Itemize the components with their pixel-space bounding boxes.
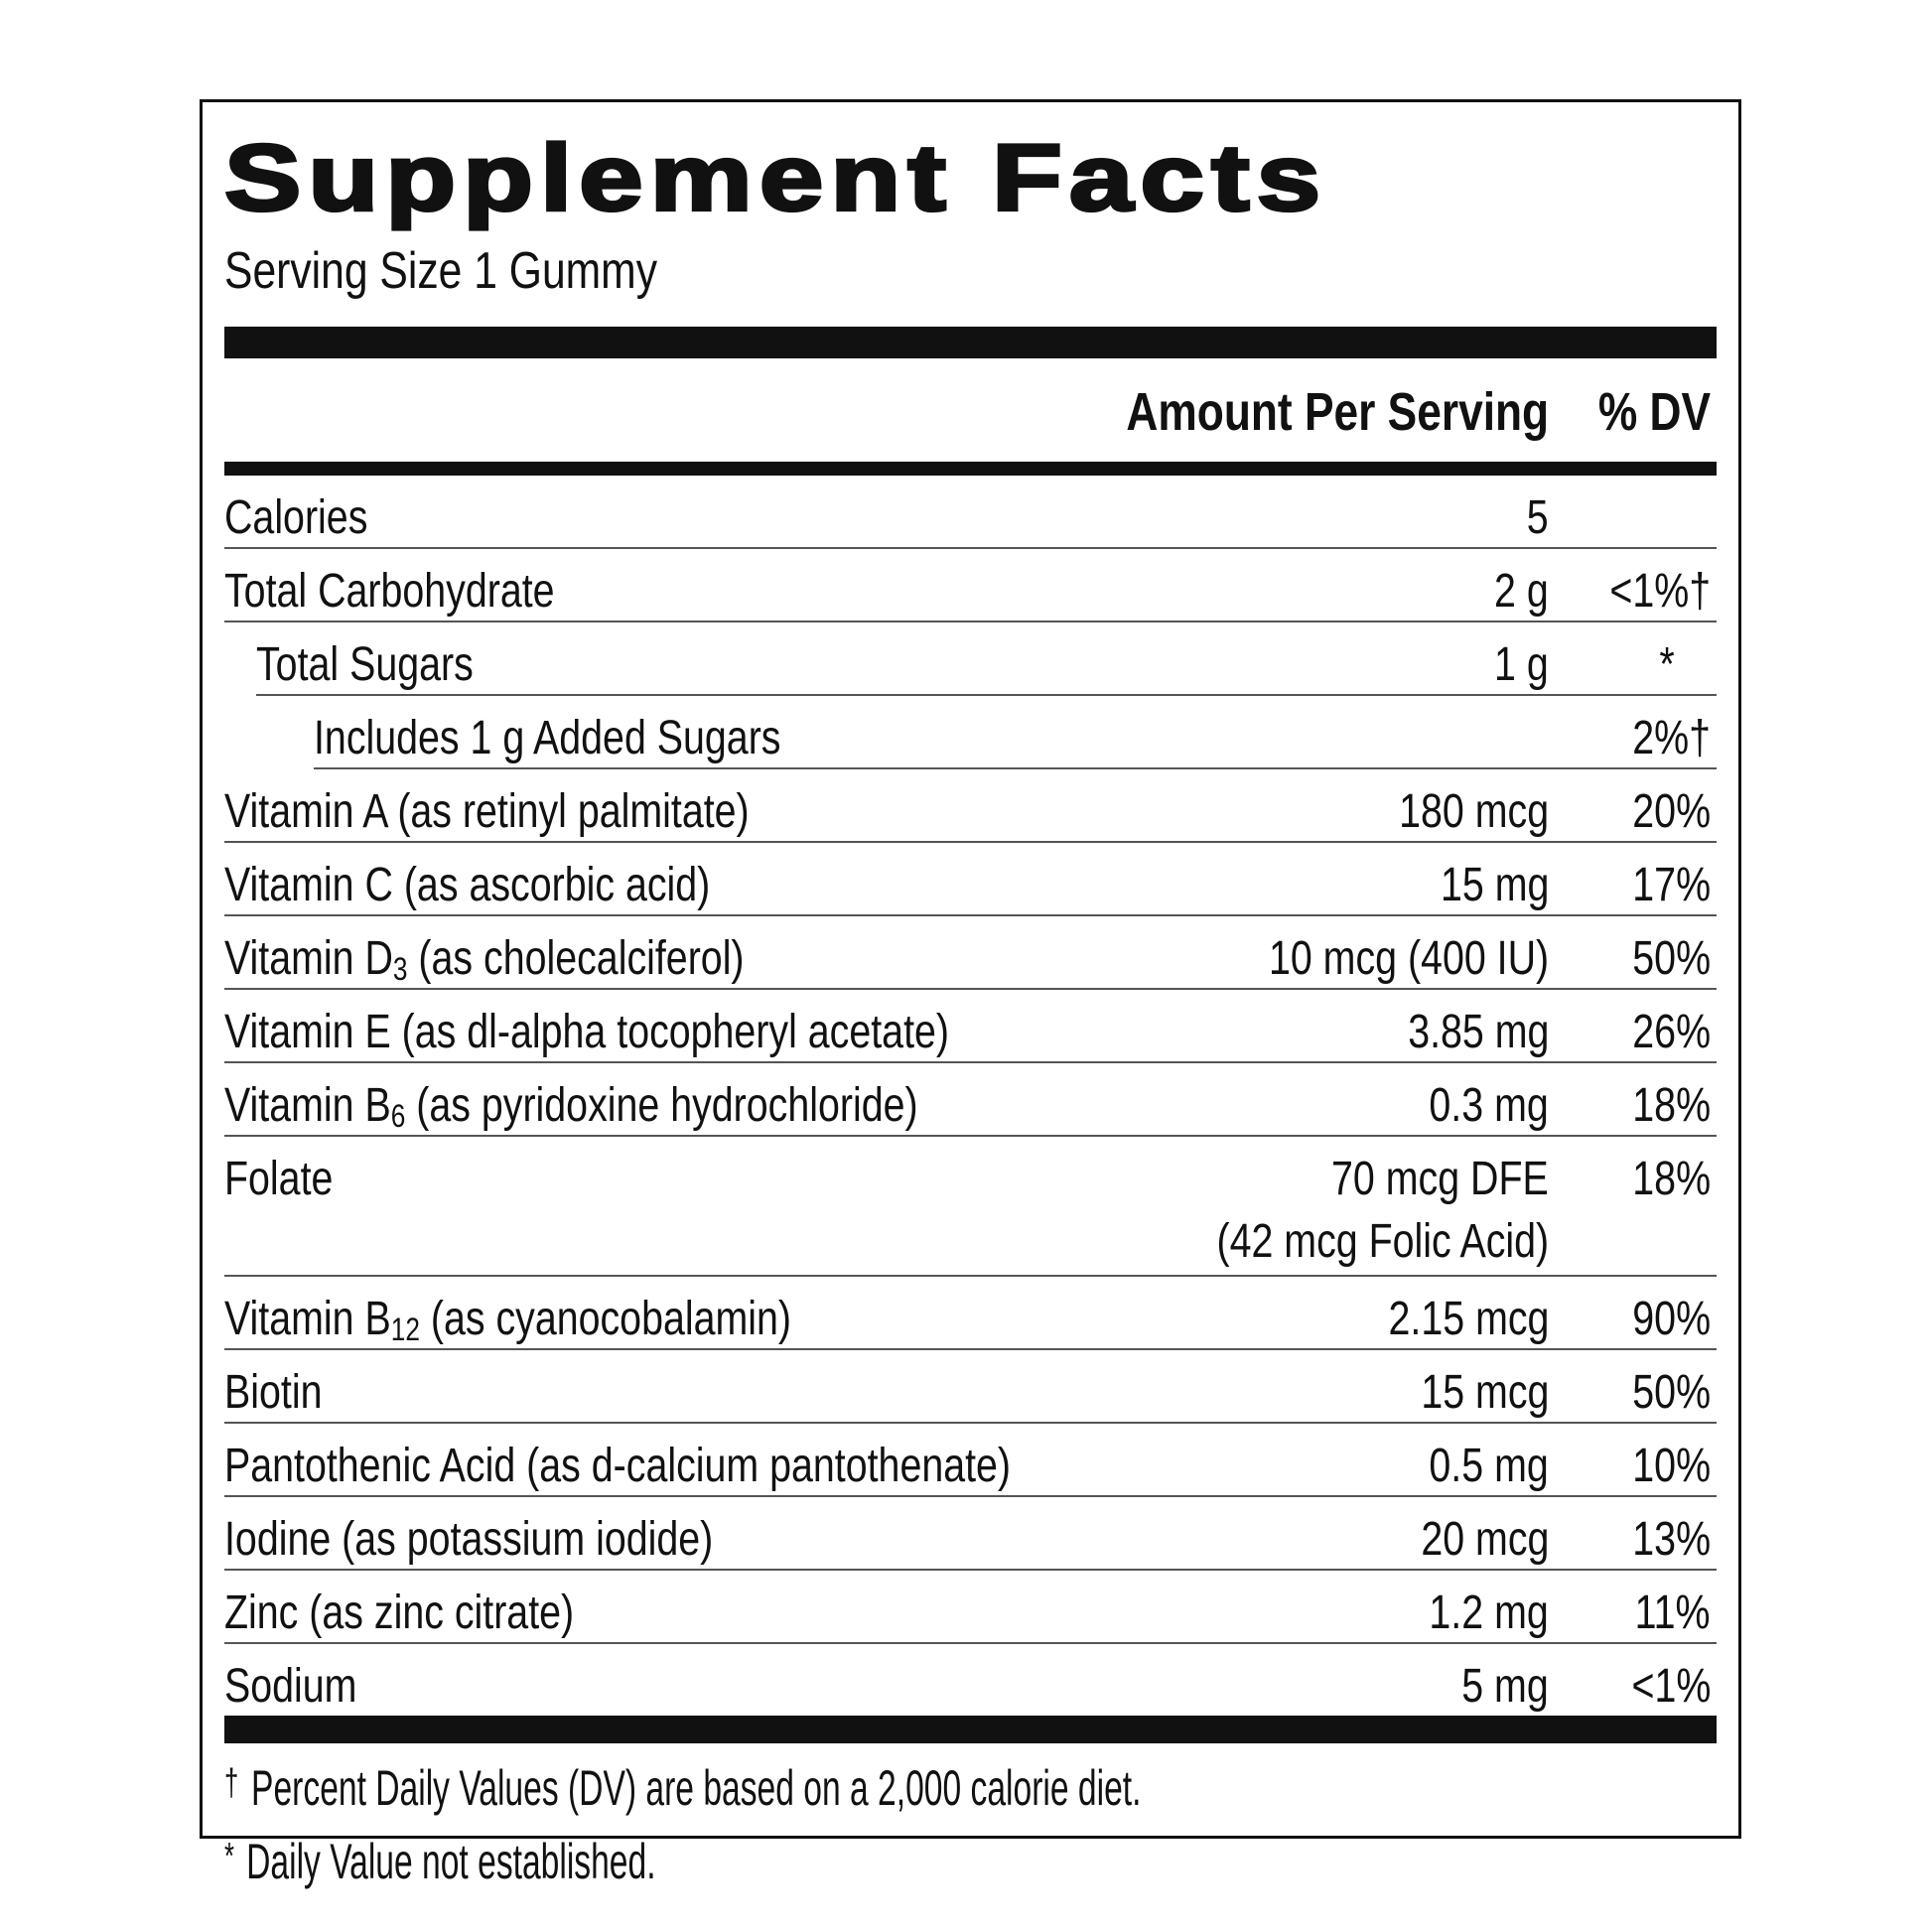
- nutrient-dv: 2%†: [1632, 712, 1711, 764]
- amount-header: Amount Per Serving: [1126, 382, 1549, 442]
- nutrient-row: [314, 696, 1717, 769]
- nutrient-name: Sodium: [224, 1660, 357, 1713]
- nutrient-dv: <1%: [1631, 1660, 1711, 1713]
- nutrient-dv: 11%: [1635, 1587, 1711, 1639]
- nutrient-row: [256, 622, 1717, 696]
- footnote-text: Percent Daily Values (DV) are based on a 2,000 calorie diet.: [251, 1760, 1142, 1816]
- serving-size: Serving Size 1 Gummy: [224, 242, 658, 300]
- nutrient-dv: *: [1659, 638, 1675, 691]
- nutrient-name: Calories: [224, 491, 368, 544]
- nutrient-name: Folate: [224, 1153, 334, 1205]
- nutrient-amount: 2.15 mcg: [1388, 1293, 1549, 1345]
- nutrient-dv: 20%: [1632, 785, 1711, 838]
- divider-medium: [224, 462, 1717, 476]
- dagger-symbol: †: [224, 1762, 239, 1804]
- nutrient-row: [224, 1571, 1717, 1644]
- footnote-dv-basis: [224, 1751, 1717, 1825]
- nutrient-name: Vitamin B6 (as pyridoxine hydrochloride): [224, 1079, 918, 1134]
- nutrient-row: [224, 1063, 1717, 1137]
- nutrient-amount: 3.85 mg: [1407, 1006, 1549, 1058]
- nutrient-name: Includes 1 g Added Sugars: [314, 712, 781, 764]
- nutrient-amount: 5: [1527, 491, 1549, 544]
- nutrient-amount: 15 mg: [1440, 859, 1549, 911]
- nutrient-dv: 13%: [1632, 1513, 1711, 1566]
- nutrient-dv: 10%: [1632, 1440, 1711, 1492]
- nutrient-dv: 26%: [1632, 1006, 1711, 1058]
- nutrient-name: Vitamin D3 (as cholecalciferol): [224, 932, 745, 987]
- nutrient-name: Zinc (as zinc citrate): [224, 1587, 575, 1639]
- nutrient-row: [224, 549, 1717, 622]
- nutrient-amount: 0.5 mg: [1429, 1440, 1549, 1492]
- nutrient-name: Vitamin E (as dl-alpha tocopheryl acetate): [224, 1006, 950, 1058]
- nutrient-dv: 18%: [1632, 1153, 1711, 1205]
- nutrient-row: [224, 843, 1717, 916]
- nutrient-dv: 50%: [1632, 1366, 1711, 1419]
- nutrient-row: [224, 1644, 1717, 1716]
- nutrient-amount: 0.3 mg: [1429, 1079, 1549, 1132]
- nutrient-name: Total Carbohydrate: [224, 565, 555, 618]
- nutrient-name: Iodine (as potassium iodide): [224, 1513, 714, 1566]
- nutrient-row: [224, 769, 1717, 843]
- nutrient-amount: 180 mcg: [1399, 785, 1549, 838]
- column-header: [224, 358, 1717, 462]
- nutrient-dv: 50%: [1632, 932, 1711, 985]
- nutrient-name: Vitamin C (as ascorbic acid): [224, 859, 711, 911]
- nutrient-row: [224, 1350, 1717, 1424]
- nutrient-amount: 1 g: [1494, 638, 1549, 691]
- panel-title: Supplement Facts: [224, 124, 1328, 230]
- nutrient-name: Vitamin A (as retinyl palmitate): [224, 785, 750, 838]
- nutrient-amount: 20 mcg: [1420, 1513, 1549, 1566]
- nutrient-row: [224, 476, 1717, 549]
- nutrient-dv: 17%: [1632, 859, 1711, 911]
- nutrient-dv: 90%: [1632, 1293, 1711, 1345]
- asterisk-symbol: *: [224, 1836, 234, 1877]
- supplement-facts-panel: [200, 99, 1741, 1889]
- nutrient-amount: 10 mcg (400 IU): [1268, 932, 1549, 985]
- footnotes: [224, 1743, 1717, 1898]
- divider-bottom: [224, 1716, 1717, 1743]
- nutrient-row: [224, 1424, 1717, 1497]
- nutrient-name: Pantothenic Acid (as d-calcium pantothenate): [224, 1440, 1012, 1492]
- nutrient-row: [224, 1137, 1717, 1277]
- footnote-text: Daily Value not established.: [245, 1834, 656, 1889]
- nutrient-dv: 18%: [1632, 1079, 1711, 1132]
- nutrient-row: [224, 990, 1717, 1063]
- nutrient-name: Total Sugars: [256, 638, 474, 691]
- nutrient-amount-line2: (42 mcg Folic Acid): [1216, 1215, 1549, 1268]
- dv-header: % DV: [1597, 382, 1711, 442]
- nutrient-amount: 1.2 mg: [1429, 1587, 1549, 1639]
- divider-thick: [224, 327, 1717, 358]
- nutrient-row: [224, 916, 1717, 990]
- footnote-dv-not-established: [224, 1825, 1717, 1898]
- nutrient-name: Vitamin B12 (as cyanocobalamin): [224, 1293, 792, 1347]
- nutrient-amount: 2 g: [1494, 565, 1549, 618]
- nutrient-amount-line1: 70 mcg DFE: [1331, 1153, 1549, 1205]
- nutrient-dv: <1%†: [1609, 565, 1711, 618]
- nutrient-row: [224, 1277, 1717, 1350]
- nutrient-row: [224, 1497, 1717, 1571]
- nutrient-amount: 15 mcg: [1420, 1366, 1549, 1419]
- nutrient-name: Biotin: [224, 1366, 323, 1419]
- nutrient-amount: 5 mg: [1461, 1660, 1549, 1713]
